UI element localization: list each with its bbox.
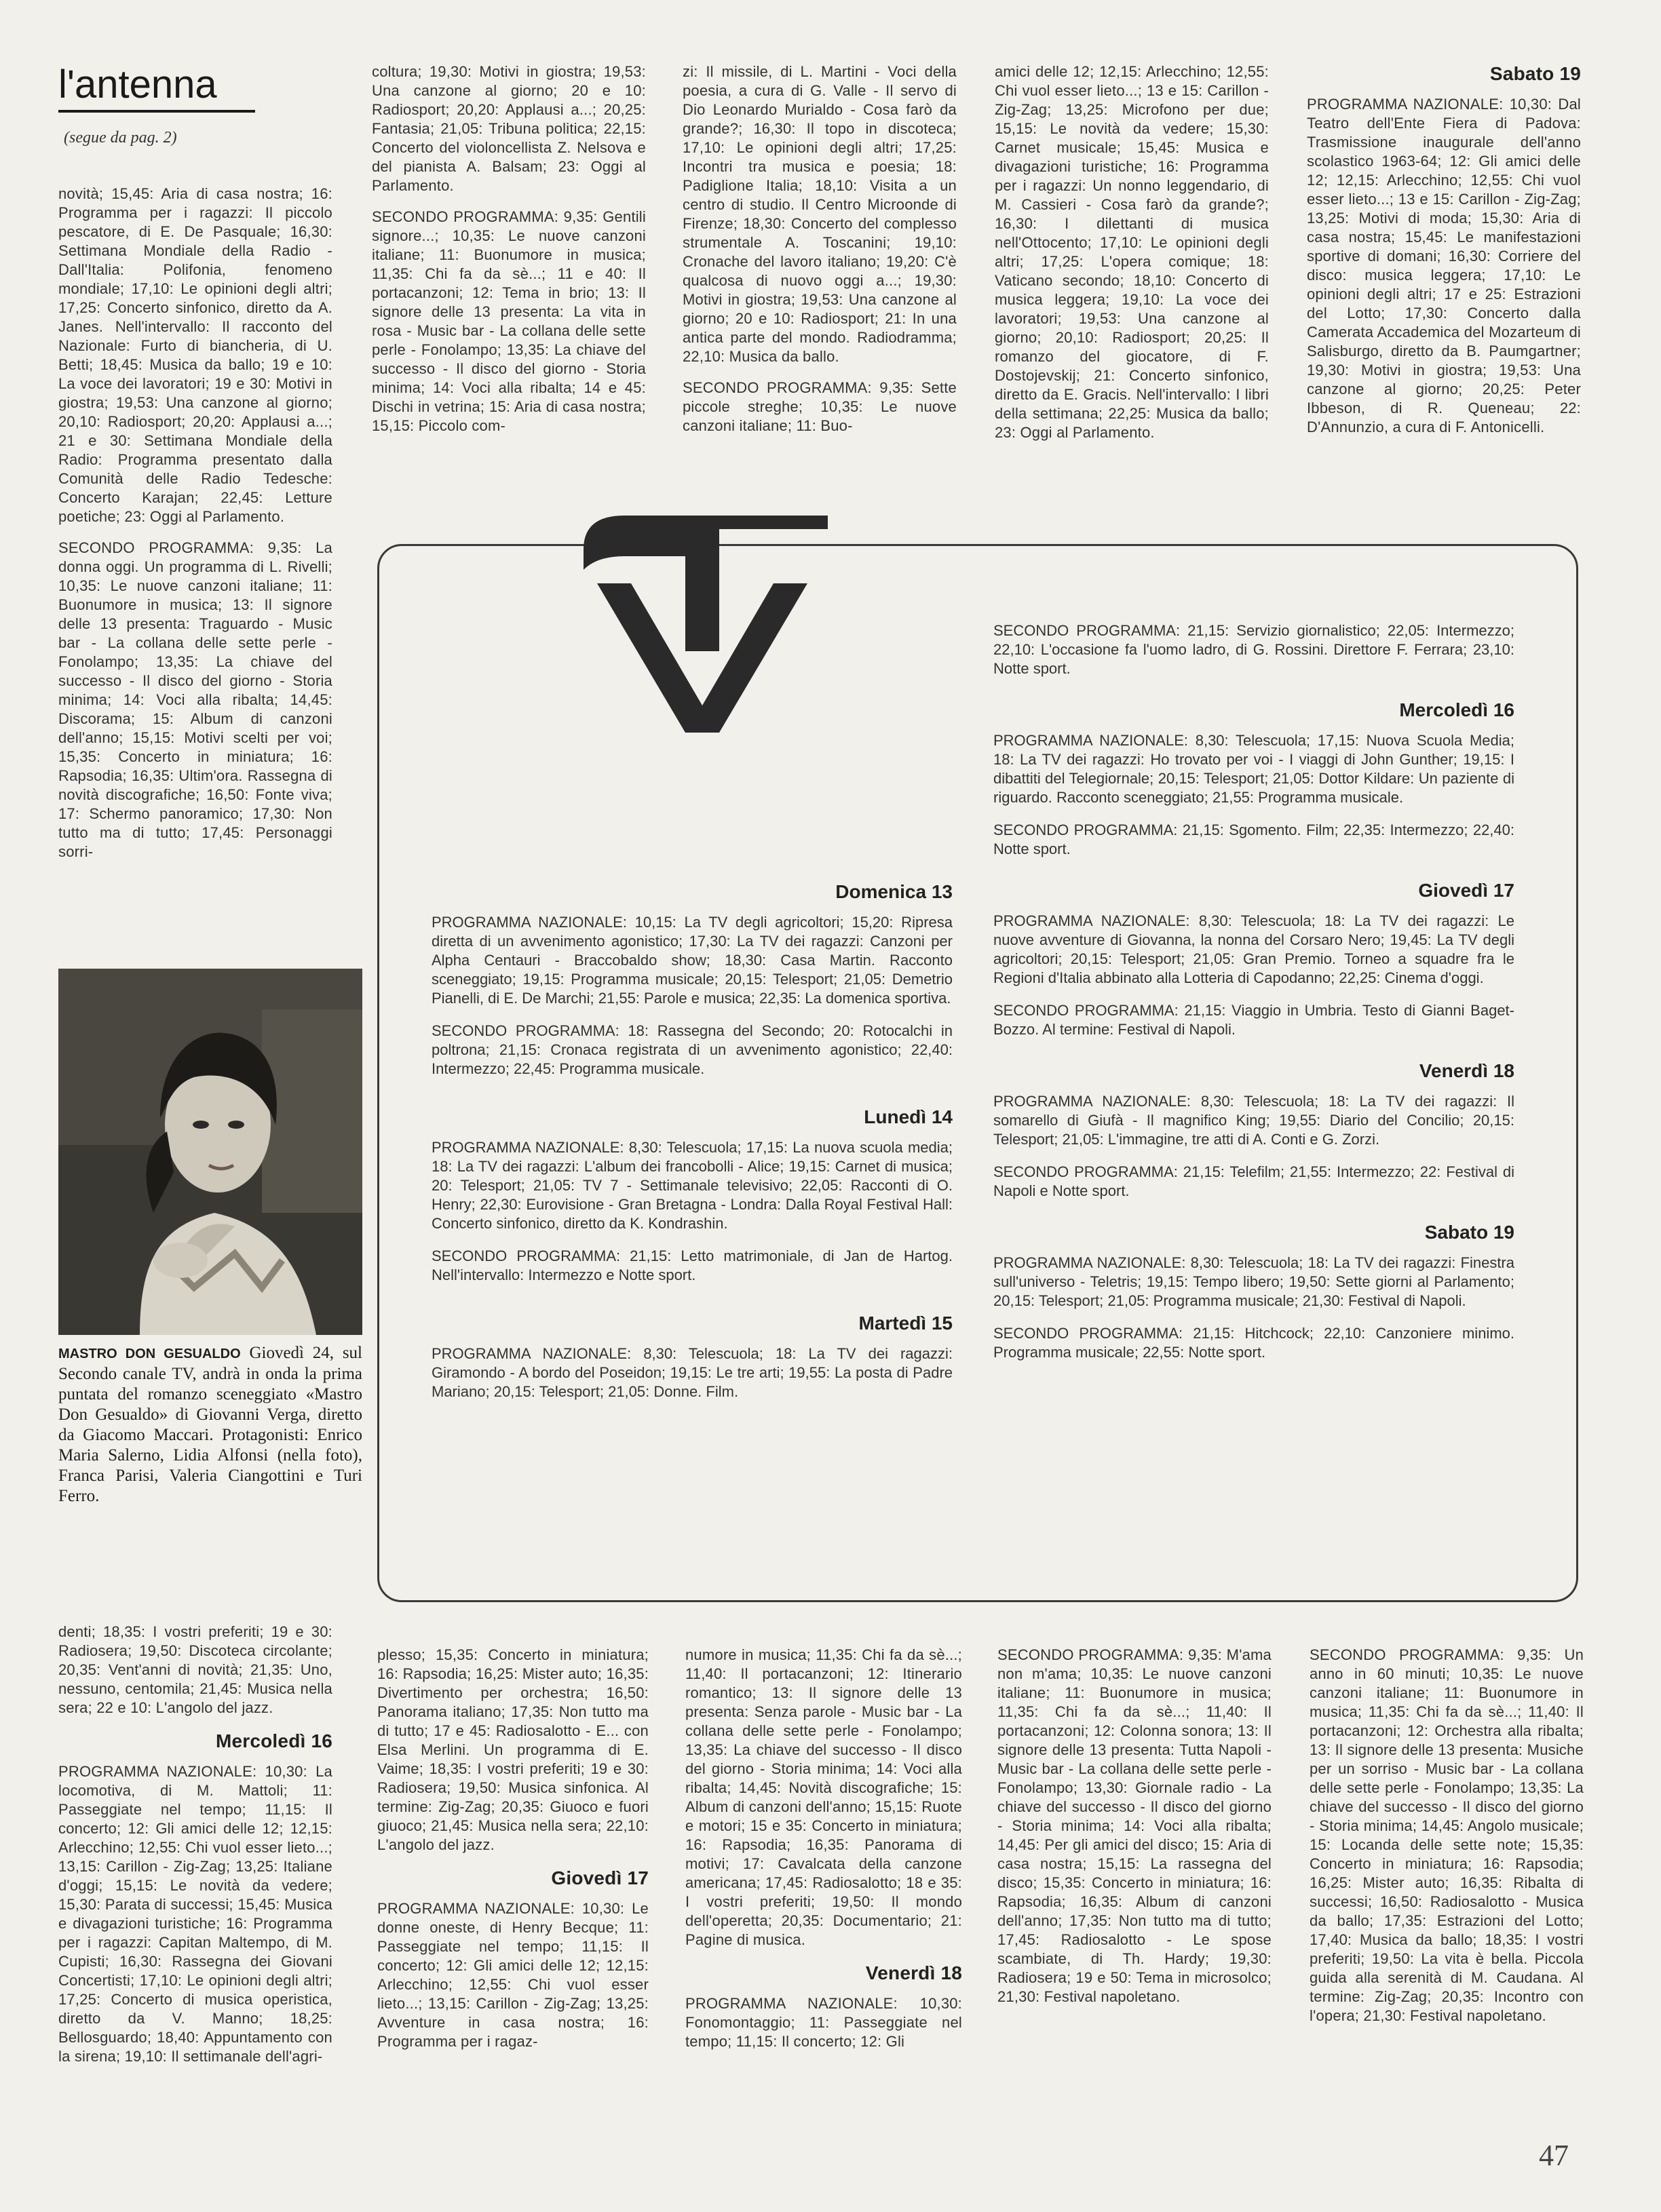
column-paragraph: SECONDO PROGRAMMA: 9,35: M'ama non m'ama; 10,35: Le nuove canzoni italiane; 11: Buonumore in musica; 11,35: Chi fa da sè...; 11,40: Il portacanzoni; 12: Colonna sonora; 13: Il signore delle 13 presenta: Tutta Napoli - Music bar - La collana delle sette perle - Fonolampo; 13,30: Giornale radio - La chiave del successo - Il disco del giorno - Storia minima; 14: Voci alla ribalta; 14,45: Per gli amici del disco; 15: Aria di casa nostra; 15,15: La rassegna del disco; 15,35: Concerto in miniatura; 16: Rapsodia; 16,35: Album di canzoni dell'anno; 17,35: Non tutto ma di tutto; 17,45: Radiosalotto - Le spose scambiate, di Th. Hardy; 19,30: Radiosera; 19 e 50: Tema in microsolco; 21,30: Festival napoletano. <box>997 1646 1272 2005</box>
column-paragraph: PROGRAMMA NAZIONALE: 8,30: Telescuola; 18: La TV dei ragazzi: Le nuove avventure di Giovanna, la nonna del Corsaro Nero; 19,45: La TV degli agricoltori; 20,15: Telesport; 21,05: Gran Premio. Torneo a squadre fra le Regioni d'Italia abbinato alla Lotteria di Capodanno; 22,25: Cinema d'oggi. <box>993 912 1514 986</box>
day-heading: Sabato 19 <box>1489 63 1581 84</box>
column-paragraph: SECONDO PROGRAMMA: 21,15: Viaggio in Umbria. Testo di Gianni Baget-Bozzo. Al termine: Festival di Napoli. <box>993 1002 1514 1038</box>
day-heading: Venerdì 18 <box>1419 1060 1514 1081</box>
column-paragraph: amici delle 12; 12,15: Arlecchino; 12,55: Chi vuol esser lieto...; 13 e 15: Carillon - Zig-Zag; 13,25: Microfono per due; 15,15: Le novità da vedere; 15,30: Carnet musicale; 15,45: Musica e divagazioni turistiche; 16: Programma per i ragazzi: Un nonno leggendario, di M. Cassieri - Cosa farò da grande?; 16,30: I dilettanti di musica nell'Ottocento; 17,10: Le opinioni degli altri; 17,25: L'opera comique; 18: Vaticano secondo; 18,10: Concerto di musica leggera; 19,10: La voce dei lavoratori; 19,53: Una canzone al giorno; 20,10: Radiosport; 20,25: Il romanzo del giocatore, di F. Dostojevskij; 21: Concerto sinfonico, diretto da E. Gracis. Nell'intervallo: I libri della settimana; 22,25: Musica da ballo; 23: Oggi al Parlamento. <box>995 63 1269 441</box>
column-paragraph: coltura; 19,30: Motivi in giostra; 19,53: Una canzone al giorno; 20 e 10: Radiosport; 20,20: Applausi a...; 20,25: Fantasia; 21,05: Tribuna politica; 22,15: Concerto del violoncellista Z. Nelsova e del pianista A. Balsam; 23: Oggi al Parlamento. <box>372 63 646 194</box>
page-number: 47 <box>1539 2139 1569 2172</box>
day-heading: Sabato 19 <box>1424 1222 1514 1243</box>
column-paragraph: PROGRAMMA NAZIONALE: 10,30: La locomotiva, di M. Mattoli; 11: Passeggiate nel tempo; 11,15: Il concerto; 12: Gli amici delle 12; 12,15: Arlecchino; 12,55: Chi vuol esser lieto...; 13,15: Carillon - Zig-Zag; 13,25: Italiane d'oggi; 15,15: Le novità da vedere; 15,30: Parata di successi; 15,45: Musica e divagazioni turistiche; 16: Programma per i ragazzi: Capitan Maltempo, di M. Cupisti; 16,30: Rassegna dei Giovani Concertisti; 17,10: Le opinioni degli altri; 17,25: Concerto di musica operistica, diretto da V. Manno; 18,25: Bellosguardo; 18,40: Appuntamento con la sirena; 19,10: Il settimanale dell'agri- <box>58 1763 332 2065</box>
tv-day-block <box>432 1106 953 1285</box>
tv-day-block <box>993 699 1514 859</box>
tv-logo-icon <box>584 516 828 739</box>
photo-caption <box>58 1343 362 1507</box>
bottom-column-3 <box>685 1646 962 2063</box>
bottom-column-1 <box>58 1623 332 2078</box>
day-heading: Giovedì 17 <box>551 1867 649 1888</box>
column-paragraph: PROGRAMMA NAZIONALE: 10,30: Dal Teatro dell'Ente Fiera di Padova: Trasmissione inaugurale dell'anno scolastico 1963-64; 12: Gli amici delle 12; 12,15: Arlecchino; 12,55: Chi vuol esser lieto...; 13 e 15: Carillon - Zig-Zag; 13,25: Motivi di moda; 15,30: Aria di casa nostra; 15,45: Le manifestazioni sportive di domani; 16,30: Corriere del disco: musica leggera; 17,10: Le opinioni degli altri; 17 e 25: Estrazioni del Lotto; 17,30: Concerto dalla Camerata Accademica del Mozarteum di Salisburgo, diretto da B. Paumgartner; 19,30: Motivi in giostra; 19,53: Una canzone al giorno; 20,25: Peter Ibbeson, di R. Queneau; 22: D'Annunzio, a cura di F. Antonicelli. <box>1307 96 1581 435</box>
tv-day-block <box>993 1221 1514 1362</box>
top-column-3 <box>683 62 957 448</box>
column-paragraph: SECONDO PROGRAMMA: 21,15: Servizio giornalistico; 22,05: Intermezzo; 22,10: L'occasione fa l'uomo ladro, di G. Rossini. Direttore F. Ferrara; 23,10: Notte sport. <box>993 622 1514 677</box>
bottom-column-2 <box>377 1646 649 2063</box>
column-paragraph: SECONDO PROGRAMMA: 21,15: Telefilm; 21,55: Intermezzo; 22: Festival di Napoli e Notte sport. <box>993 1163 1514 1199</box>
column-paragraph: SECONDO PROGRAMMA: 9,35: Sette piccole streghe; 10,35: Le nuove canzoni italiane; 11: Buo- <box>683 379 957 434</box>
day-heading: Venerdì 18 <box>865 1962 962 1983</box>
column-paragraph: denti; 18,35: I vostri preferiti; 19 e 30: Radiosera; 19,50: Discoteca circolante; 20,35: Vent'anni di novità; 21,35: Uno, nessuno, centomila; 21,45: Musica nella sera; 22 e 10: L'angolo del jazz. <box>58 1623 332 1716</box>
day-heading: Domenica 13 <box>835 881 953 902</box>
tv-day-block <box>432 1312 953 1401</box>
column-paragraph: SECONDO PROGRAMMA: 9,35: Gentili signore...; 10,35: Le nuove canzoni italiane; 11: Buonumore in musica; 11,35: Chi fa da sè...; 11 e 40: Il portacanzoni; 12: Tema in brio; 13: Il signore delle 13 presenta: La vita in rosa - Music bar - La collana delle sette perle - Fonolampo; 13,35: La chiave del successo - Il disco del giorno - Storia minima; 14: Voci alla ribalta; 14 e 45: Dischi in vetrina; 15: Aria di casa nostra; 15,15: Piccolo com- <box>372 208 646 434</box>
tv-day-block <box>432 880 953 1079</box>
day-heading: Giovedì 17 <box>1418 880 1514 901</box>
tv-day-block <box>993 1060 1514 1201</box>
actress-photo <box>58 969 362 1335</box>
top-column-1 <box>58 185 332 874</box>
tv-day-block <box>993 879 1514 1039</box>
bottom-column-5 <box>1310 1646 1584 2038</box>
portrait-illustration <box>58 969 362 1335</box>
column-paragraph: PROGRAMMA NAZIONALE: 10,30: Le donne oneste, di Henry Becque; 11: Passeggiate nel tempo; 11,15: Il concerto; 12: Gli amici delle 12; 12,15: Arlecchino; 12,55: Chi vuol esser lieto...; 13,15: Carillon - Zig-Zag; 13,25: Avventure in casa nostra; 16: Programma per i ragaz- <box>377 1900 649 2050</box>
column-paragraph: PROGRAMMA NAZIONALE: 10,15: La TV degli agricoltori; 15,20: Ripresa diretta di un avvenimento agonistico; 17,30: La TV dei ragazzi: Canzoni per Alpha Centauri - Braccobaldo show; 18,30: Casa Martin. Racconto sceneggiato; 19,15: Programma musicale; 20,15: Telesport; 21,05: Demetrio Pianelli, di E. De Marchi; 21,55: Parole e musica; 22,35: La domenica sportiva. <box>432 914 953 1007</box>
column-paragraph: SECONDO PROGRAMMA: 9,35: La donna oggi. Un programma di L. Rivelli; 10,35: Le nuove canzoni italiane; 11: Buonumore in musica; 13: Il signore delle 13 presenta: Traguardo - Music bar - La collana delle sette perle - Fonolampo; 13,35: La chiave del successo - Il disco del giorno - Storia minima; 14: Voci alla ribalta; 14,45: Discorama; 15: Album di canzoni dell'anno; 15,15: Motivi scelti per voi; 15,35: Concerto in miniatura; 16: Rapsodia; 16,35: Ultim'ora. Rassegna di novità discografiche; 16,50: Fonte viva; 17: Schermo panoramico; 17,30: Non tutto ma di tutto; 17,45: Personaggi sorri- <box>58 539 332 860</box>
column-paragraph: PROGRAMMA NAZIONALE: 10,30: Fonomontaggio; 11: Passeggiate nel tempo; 11,15: Il concerto; 12: Gli <box>685 1995 962 2050</box>
day-heading: Martedì 15 <box>858 1313 953 1334</box>
column-paragraph: SECONDO PROGRAMMA: 9,35: Un anno in 60 minuti; 10,35: Le nuove canzoni italiane; 11: Buonumore in musica; 11,35: Chi fa da sè...; 11,40: Il portacanzoni; 12: Orchestra alla ribalta; 13: Il signore delle 13 presenta: Musiche per un sorriso - Music bar - La collana delle sette perle - Fonolampo; 13,35: La chiave del successo - Il disco del giorno - Storia minima; 14,45: Angolo musicale; 15: Locanda delle sette note; 15,35: Concerto in miniatura; 16: Rapsodia; 16,25: Mister auto; 16,35: Ribalta di successi; 16,50: Radiosalotto - Musica da ballo; 17,35: Estrazioni del Lotto; 17,40: Musica da ballo; 18,35: I vostri preferiti; 19,50: La vita è bella. Piccola guida alla serenità di M. Caudana. Al termine: Zig-Zag; 20,35: Incontro con l'opera; 21,30: Festival napoletano. <box>1310 1646 1584 2024</box>
day-heading: Mercoledì 16 <box>1399 699 1514 720</box>
column-paragraph: novità; 15,45: Aria di casa nostra; 16: Programma per i ragazzi: Il piccolo pescatore, di E. De Pasquale; 16,30: Settimana Mondiale della Radio - Dall'Italia: Polifonia, fenomeno mondiale; 17,10: Le opinioni degli altri; 17,25: Concerto sinfonico, diretto da A. Janes. Nell'intervallo: Il racconto del Nazionale: Furto di biancheria, di U. Betti; 18,45: Musica da ballo; 19 e 10: La voce dei lavoratori; 19 e 30: Motivi in giostra; 19,53: Una canzone al giorno; 20,10: Radiosport; 20,20: Applausi a...; 21 e 30: Settimana Mondiale della Radio: Programma presentato dalla Comunità delle Radio Tedesche: Concerto Karajan; 22,45: Letture poetiche; 23: Oggi al Parlamento. <box>58 185 332 525</box>
column-paragraph: SECONDO PROGRAMMA: 21,15: Sgomento. Film; 22,35: Intermezzo; 22,40: Notte sport. <box>993 821 1514 857</box>
day-heading: Lunedì 14 <box>864 1106 953 1127</box>
column-paragraph: SECONDO PROGRAMMA: 21,15: Letto matrimoniale, di Jan de Hartog. Nell'intervallo: Intermezzo e Notte sport. <box>432 1247 953 1283</box>
day-heading: Mercoledì 16 <box>215 1730 332 1751</box>
column-paragraph: zi: Il missile, di L. Martini - Voci della poesia, a cura di G. Valle - Il servo di Dio Leonardo Murialdo - Cosa farò da grande?; 16,30: Il topo in discoteca; 17,10: Le opinioni degli altri; 17,25: Incontri tra musica e poesia; 18: Padiglione Italia; 18,10: Visita a un centro di studio. Il Centro Microonde di Firenze; 18,30: Concerto del complesso strumentale A. Toscanini; 19,10: Cronache del lavoro italiano; 19,20: C'è qualcosa di nuovo oggi a...; 19,30: Motivi in giostra; 19,53: Una canzone al giorno; 20 e 10: Radiosport; 21: In una antica parte del mondo. Radiodramma; 22,10: Musica da ballo. <box>683 63 957 365</box>
column-paragraph: plesso; 15,35: Concerto in miniatura; 16: Rapsodia; 16,25: Mister auto; 16,35: Divertimento per orchestra; 16,50: Panorama italiano; 17,35: Non tutto ma di tutto; 17 e 45: Radiosalotto - E... con Elsa Merlini. Un programma di E. Vaime; 18,35: I vostri preferiti; 19 e 30: Radiosera; 19,50: Musica sinfonica. Al termine: Zig-Zag; 20,35: Giuoco e fuori giuoco; 21,45: Musica nella sera; 22,10: L'angolo del jazz. <box>377 1646 649 1853</box>
column-paragraph: PROGRAMMA NAZIONALE: 8,30: Telescuola; 18: La TV dei ragazzi: Il somarello di Giufà - Il magnifico King; 19,55: Diario del Concilio; 20,15: Telesport; 21,05: L'immagine, tre atti di A. Conti e G. Zorzi. <box>993 1093 1514 1148</box>
column-paragraph: PROGRAMMA NAZIONALE: 8,30: Telescuola; 18: La TV dei ragazzi: Finestra sull'universo - Teletris; 19,15: Tempo libero; 19,50: Sette giorni al Parlamento; 20,15: Telesport; 21,05: Programma musicale; 21,30: Festival di Napoli. <box>993 1254 1514 1309</box>
caption-title: MASTRO DON GESUALDO <box>58 1346 241 1361</box>
masthead: l'antenna <box>58 62 255 113</box>
column-paragraph: PROGRAMMA NAZIONALE: 8,30: Telescuola; 17,15: Nuova Scuola Media; 18: La TV dei ragazzi: Ho trovato per voi - I viaggi di John Gunther; 19,15: I dibattiti del Telegiornale; 20,15: Telesport; 21,05: Dottor Kildare: Un paziente di riguardo. Racconto sceneggiato; 21,55: Programma musicale. <box>993 732 1514 806</box>
bottom-column-4 <box>997 1646 1272 2019</box>
caption-text: Giovedì 24, sul Secondo canale TV, andrà in onda la prima puntata del romanzo sceneggiato «Mastro Don Gesualdo» di Giovanni Verga, diretto da Giacomo Maccari. Protagonisti: Enrico Maria Salerno, Lidia Alfonsi (nella foto), Franca Parisi, Valeria Ciangottini e Turi Ferro. <box>58 1344 363 1505</box>
column-paragraph: SECONDO PROGRAMMA: 21,15: Hitchcock; 22,10: Canzoniere minimo. Programma musicale; 22,55: Notte sport. <box>993 1325 1514 1361</box>
top-column-4 <box>995 62 1269 454</box>
column-paragraph: SECONDO PROGRAMMA: 18: Rassegna del Secondo; 20: Rotocalchi in poltrona; 21,15: Cronaca registrata di un avvenimento agonistico; 22,40: Intermezzo; 22,45: Programma musicale. <box>432 1022 953 1077</box>
column-paragraph: PROGRAMMA NAZIONALE: 8,30: Telescuola; 17,15: La nuova scuola media; 18: La TV dei ragazzi: L'album dei francobolli - Alice; 19,15: Carnet di musica; 20: Telesport; 21,05: TV 7 - Settimanale televisivo; 22,05: Racconti di O. Henry; 22,30: Eurovisione - Gran Bretagna - Londra: Dalla Royal Festival Hall: Concerto sinfonico, diretto da K. Kondrashin. <box>432 1139 953 1232</box>
top-column-2 <box>372 62 646 448</box>
column-paragraph: PROGRAMMA NAZIONALE: 8,30: Telescuola; 18: La TV dei ragazzi: Giramondo - A bordo del Poseidon; 19,15: Le tre arti; 19,55: La posta di Padre Mariano; 20,15: Telesport; 21,05: Donne. Film. <box>432 1345 953 1400</box>
top-column-5 <box>1307 62 1581 449</box>
continued-from-note: (segue da pag. 2) <box>64 129 177 147</box>
tv-column-right <box>993 621 1514 1376</box>
column-paragraph: numore in musica; 11,35: Chi fa da sè...; 11,40: Il portacanzoni; 12: Itinerario romantico; 13: Il signore delle 13 presenta: Senza parole - Music bar - La collana delle sette perle - Fonolampo; 13,35: La chiave del successo - Il disco del giorno - Storia minima; 14: Voci alla ribalta; 14,45: Novità discografiche; 15: Album di canzoni dell'anno; 15,15: Ruote e motori; 15 e 35: Concerto in miniatura; 16: Rapsodia; 16,35: Panorama di motivi; 17: Cavalcata della canzone americana; 17,45: Radiosalotto; 18 e 35: I vostri preferiti; 19,50: Il mondo dell'operetta; 20,35: Documentario; 21: Pagine di musica. <box>685 1646 962 1948</box>
tv-column-left <box>432 880 953 1415</box>
